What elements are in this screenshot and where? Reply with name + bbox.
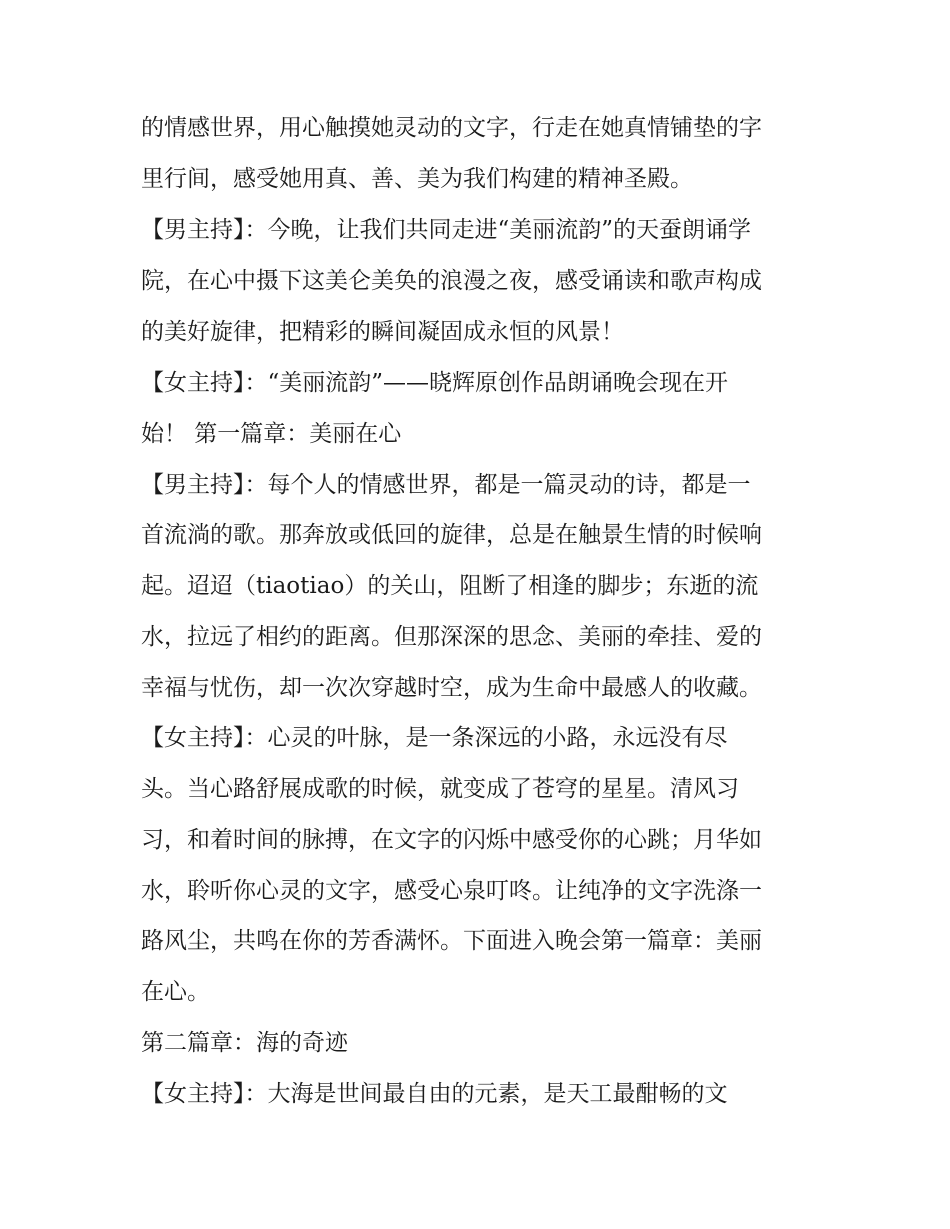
text-line: 水，拉远了相约的距离。但那深深的思念、美丽的牵挂、爱的: [141, 624, 762, 650]
text-line: 【男主持】：每个人的情感世界，都是一篇灵动的诗，都是一: [141, 472, 751, 498]
text-line: 路风尘，共鸣在你的芳香满怀。下面进入晚会第一篇章：美丽: [141, 928, 762, 954]
text-line: 起。迢迢（tiaotiao）的关山，阻断了相逢的脚步；东逝的流: [141, 573, 759, 599]
text-line: 的美好旋律，把精彩的瞬间凝固成永恒的风景！: [141, 319, 624, 345]
text-line: 水，聆听你心灵的文字，感受心泉叮咚。让纯净的文字洗涤一: [141, 878, 762, 904]
text-line: 头。当心路舒展成歌的时候，就变成了苍穹的星星。清风习: [141, 776, 739, 802]
text-line: 【女主持】：“美丽流韵”——晓辉原创作品朗诵晚会现在开: [141, 370, 729, 396]
text-line: 【女主持】：心灵的叶脉，是一条深远的小路，永远没有尽: [141, 725, 728, 751]
text-line: 在心。: [141, 979, 210, 1005]
text-line: 第二篇章：海的奇迹: [141, 1030, 348, 1056]
text-line: 的情感世界，用心触摸她灵动的文字，行走在她真情铺垫的字: [141, 115, 762, 141]
text-line: 首流淌的歌。那奔放或低回的旋律，总是在触景生情的时候响: [141, 522, 762, 548]
text-line: 【男主持】：今晚，让我们共同走进“美丽流韵”的天蚕朗诵学: [141, 217, 752, 243]
text-line: 院，在心中摄下这美仑美奂的浪漫之夜，感受诵读和歌声构成: [141, 268, 762, 294]
text-line: 始！ 第一篇章：美丽在心: [141, 421, 402, 447]
text-line: 幸福与忧伤，却一次次穿越时空，成为生命中最感人的收藏。: [141, 675, 762, 701]
text-line: 【女主持】：大海是世间最自由的元素，是天工最酣畅的文: [141, 1081, 728, 1107]
text-line: 习，和着时间的脉搏，在文字的闪烁中感受你的心跳；月华如: [141, 827, 762, 853]
text-line: 里行间，感受她用真、善、美为我们构建的精神圣殿。: [141, 166, 693, 192]
